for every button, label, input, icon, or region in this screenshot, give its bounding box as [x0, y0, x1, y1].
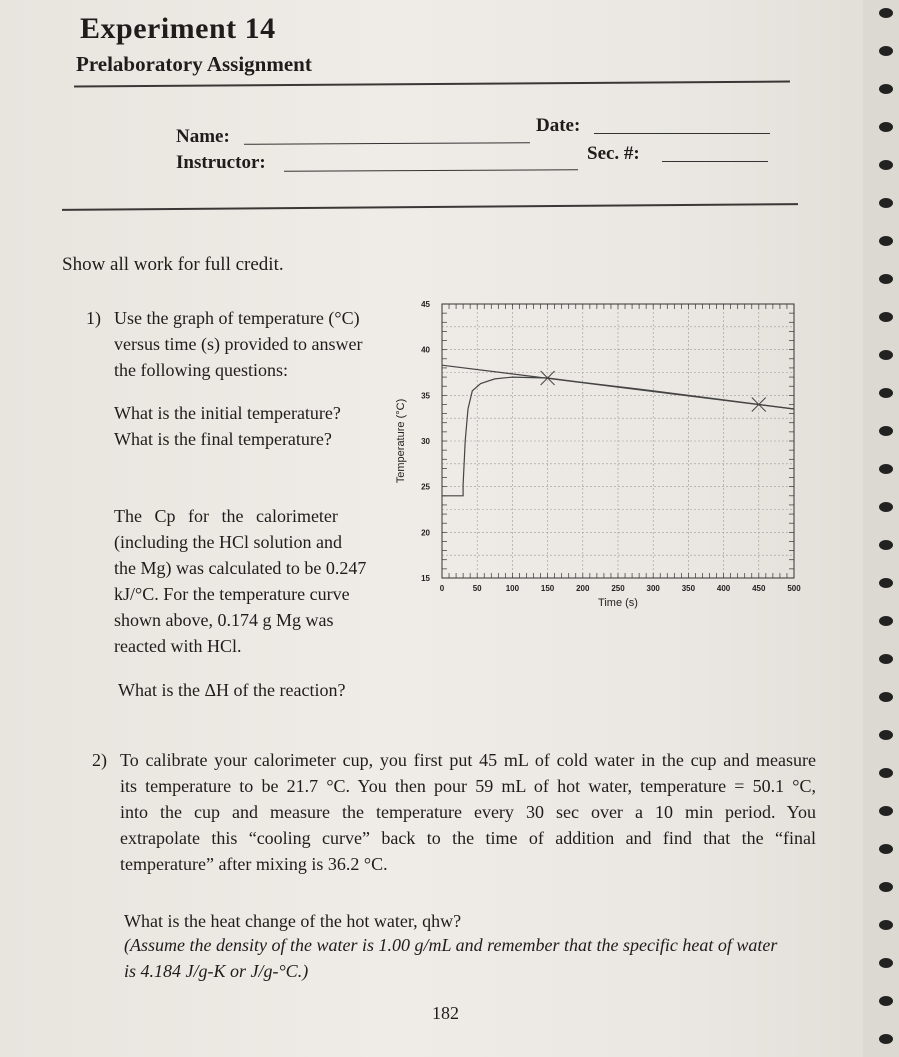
experiment-title: Experiment 14: [80, 12, 276, 45]
x-tick-label: 150: [540, 584, 555, 593]
x-tick-label: 400: [716, 584, 731, 593]
binding-ring: [879, 160, 893, 170]
binding-ring: [879, 578, 893, 588]
sec-label: Sec. #:: [587, 143, 640, 164]
binding-ring: [879, 730, 893, 740]
x-tick-label: 250: [611, 584, 625, 593]
y-tick-label: 40: [421, 345, 430, 355]
name-label: Name:: [176, 126, 230, 147]
x-tick-label: 50: [472, 584, 482, 593]
q2-heat-question: What is the heat change of the hot water, qhw?: [124, 911, 462, 931]
q2-paragraph: [120, 747, 816, 877]
chart-y-label: Temperature (°C): [395, 398, 407, 484]
q1-cp-line: kJ/°C. For the temperature curve: [114, 584, 350, 604]
chart-x-label: Time (s): [598, 597, 638, 609]
binding-ring: [879, 768, 893, 778]
q1-cp-line: (including the HCl solution and: [114, 532, 342, 552]
binding-ring: [879, 426, 893, 436]
name-field[interactable]: [244, 142, 530, 144]
q2-number: 2): [92, 750, 107, 770]
binding-ring: [879, 882, 893, 892]
binding-ring: [879, 8, 893, 18]
q1-cp-paragraph: [114, 503, 386, 659]
binding-ring: [879, 84, 893, 94]
q1-dh-question: What is the ΔH of the reaction?: [118, 680, 346, 700]
binding-ring: [879, 122, 893, 132]
binding-ring: [879, 844, 893, 854]
y-tick-label: 30: [421, 437, 430, 446]
q2-assume-line: (Assume the density of the water is 1.00 g/mL and remember that the specific heat of water: [124, 935, 778, 955]
y-tick-label: 45: [421, 300, 430, 309]
x-tick-label: 100: [505, 584, 520, 593]
y-tick-label: 15: [421, 574, 430, 583]
y-tick-label: 25: [421, 482, 430, 492]
x-tick-label: 300: [646, 584, 660, 593]
y-tick-label: 35: [421, 391, 430, 401]
assignment-title: Prelaboratory Assignment: [76, 52, 312, 76]
form-rule: [62, 203, 798, 211]
binding-ring: [879, 46, 893, 56]
binding-ring: [879, 312, 893, 322]
binding-ring: [879, 920, 893, 930]
q1-intro-line: the following questions:: [114, 360, 288, 380]
binding-ring: [879, 502, 893, 512]
q2-assumption: [124, 932, 820, 984]
q1-intro-line: Use the graph of temperature (°C): [114, 308, 360, 328]
y-tick-label: 20: [421, 528, 430, 538]
instructor-label: Instructor:: [176, 152, 266, 173]
q1-initial-question: What is the initial temperature?: [114, 403, 341, 423]
page-number: 182: [432, 1003, 459, 1023]
binding-ring: [879, 540, 893, 550]
q1-final-question: What is the final temperature?: [114, 429, 332, 449]
q2-line: extrapolate this “cooling curve” back to the time of addition and find that the “final: [120, 828, 816, 848]
x-tick-label: 200: [576, 584, 590, 593]
q1-intro-line: versus time (s) provided to answer: [114, 334, 363, 354]
date-label: Date:: [536, 115, 581, 136]
binding-ring: [879, 616, 893, 626]
binding-ring: [879, 654, 893, 664]
x-tick-label: 450: [752, 584, 766, 593]
q2-line: To calibrate your calorimeter cup, you first put 45 mL of cold water in the cup and measure: [120, 750, 816, 770]
header-rule: [74, 81, 790, 88]
q1-number: 1): [86, 308, 101, 328]
q2-line: its temperature to be 21.7 °C. You then pour 59 mL of hot water, temperature = 50.1 °C,: [120, 776, 816, 796]
q1-intro: [114, 305, 394, 383]
binding-ring: [879, 274, 893, 284]
binding-ring: [879, 198, 893, 208]
chart-ticks: [421, 300, 801, 593]
binding-ring: [879, 236, 893, 246]
binding-ring: [879, 692, 893, 702]
q2-assume-line: is 4.184 J/g-K or J/g-°C.): [124, 961, 309, 981]
x-tick-label: 350: [681, 584, 696, 593]
instructor-field[interactable]: [284, 169, 578, 172]
q2-line: temperature” after mixing is 36.2 °C.: [120, 854, 388, 874]
binding-ring: [879, 1034, 893, 1044]
q1-cp-line: the Mg) was calculated to be 0.247: [114, 558, 367, 578]
binding-ring: [879, 806, 893, 816]
series-extrapolation: [442, 365, 794, 409]
instructions: Show all work for full credit.: [62, 254, 284, 275]
q2-line: into the cup and measure the temperature every 30 sec over a 10 min period. You: [120, 802, 816, 822]
binding-ring: [879, 350, 893, 360]
x-tick-label: 500: [787, 584, 801, 593]
q1-cp-line: shown above, 0.174 g Mg was: [114, 610, 334, 630]
temperature-chart: [390, 290, 820, 630]
binding-ring: [879, 958, 893, 968]
binding-ring: [879, 464, 893, 474]
date-field[interactable]: [594, 133, 770, 134]
q1-cp-line: The Cp for the calorimeter: [114, 506, 338, 526]
spiral-binding: [863, 0, 899, 1057]
chart-grid: [442, 304, 794, 578]
binding-ring: [879, 388, 893, 398]
binding-ring: [879, 996, 893, 1006]
sec-field[interactable]: [662, 161, 768, 162]
q1-cp-line: reacted with HCl.: [114, 636, 242, 656]
x-tick-label: 0: [439, 584, 445, 593]
